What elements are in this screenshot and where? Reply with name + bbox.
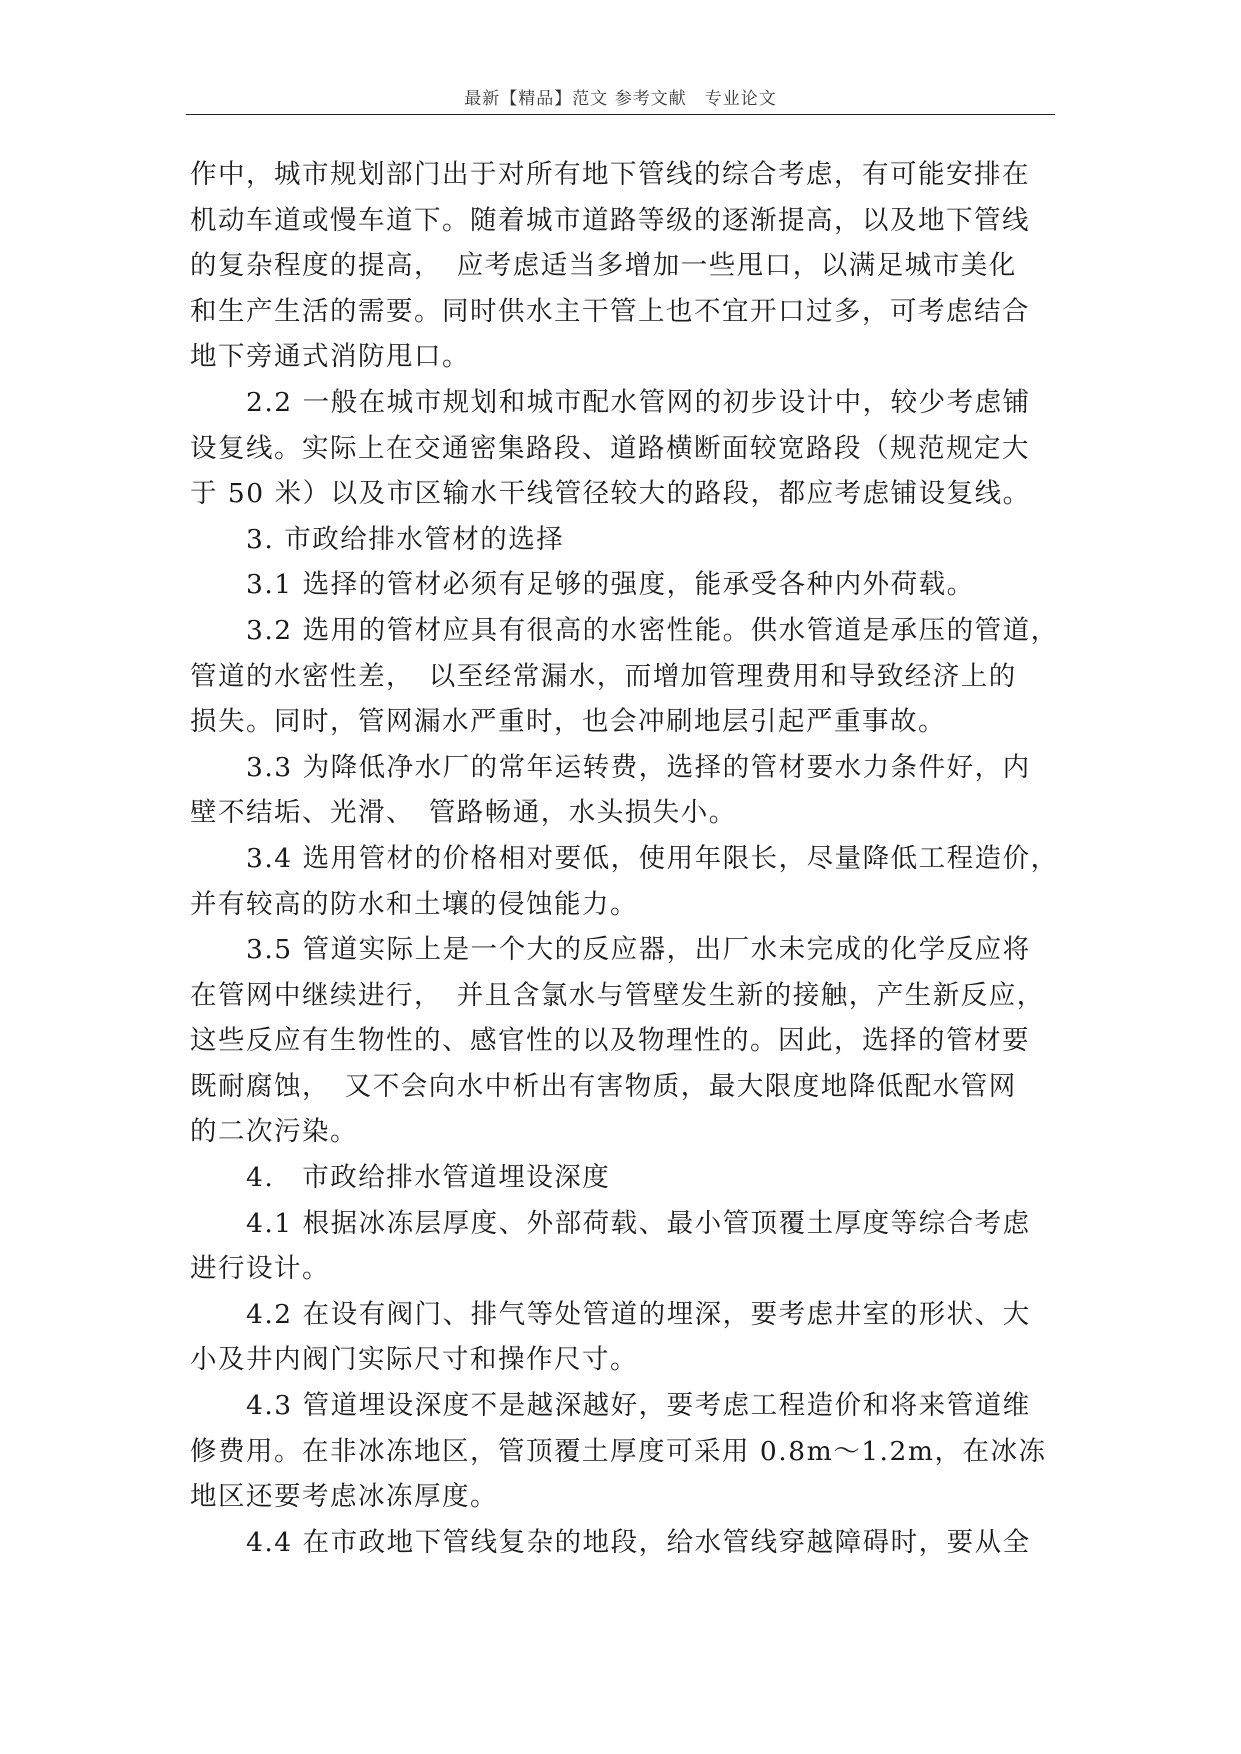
text-line: 进行设计。: [190, 1253, 330, 1285]
text-line: 于 50 米）以及市区输水干线管径较大的路段，都应考虑铺设复线。: [190, 478, 1031, 510]
text-line: 损失。同时，管网漏水严重时，也会冲刷地层引起严重事故。: [190, 706, 946, 738]
text-line: 4.4 在市政地下管线复杂的地段，给水管线穿越障碍时，要从全: [246, 1526, 1031, 1558]
text-line: 4.2 在设有阀门、排气等处管道的埋深，要考虑井室的形状、大: [246, 1298, 1031, 1330]
text-line: 3.3 为降低净水厂的常年运转费，选择的管材要水力条件好，内: [246, 751, 1031, 783]
text-line: 地下旁通式消防甩口。: [190, 341, 470, 373]
text-line: 3.5 管道实际上是一个大的反应器，出厂水未完成的化学反应将: [246, 934, 1031, 966]
text-line: 2.2 一般在城市规划和城市配水管网的初步设计中，较少考虑铺: [246, 386, 1031, 418]
text-line: 并有较高的防水和土壤的侵蚀能力。: [190, 888, 638, 920]
text-line: 的复杂程度的提高， 应考虑适当多增加一些甩口，以满足城市美化: [190, 250, 1017, 282]
text-line: 管道的水密性差， 以至经常漏水，而增加管理费用和导致经济上的: [190, 660, 1017, 692]
page-header: 最新【精品】范文 参考文献 专业论文: [464, 89, 777, 109]
header-divider: [186, 114, 1055, 115]
text-line: 的二次污染。: [190, 1116, 358, 1148]
text-line: 作中，城市规划部门出于对所有地下管线的综合考虑，有可能安排在: [190, 159, 1030, 190]
text-line: 4.1 根据冰冻层厚度、外部荷载、最小管顶覆土厚度等综合考虑: [246, 1207, 1031, 1239]
text-line: 机动车道或慢车道下。随着城市道路等级的逐渐提高，以及地下管线: [190, 204, 1030, 236]
section-heading: 4. 市政给排水管道埋设深度: [246, 1162, 611, 1194]
text-line: 修费用。在非冰冻地区，管顶覆土厚度可采用 0.8m～1.2m，在冰冻: [190, 1435, 1047, 1467]
section-heading: 3. 市政给排水管材的选择: [246, 523, 565, 555]
text-line: 在管网中继续进行， 并且含氯水与管壁发生新的接触，产生新反应，: [190, 979, 1045, 1011]
text-line: 既耐腐蚀， 又不会向水中析出有害物质，最大限度地降低配水管网: [190, 1070, 1017, 1102]
text-line: 4.3 管道埋设深度不是越深越好，要考虑工程造价和将来管道维: [246, 1390, 1031, 1422]
text-line: 壁不结垢、光滑、 管路畅通，水头损失小。: [190, 797, 737, 829]
text-line: 小及井内阀门实际尺寸和操作尺寸。: [190, 1344, 638, 1376]
text-line: 地区还要考虑冰冻厚度。: [190, 1481, 498, 1513]
document-body: [190, 152, 1070, 1565]
text-line: 和生产生活的需要。同时供水主干管上也不宜开口过多，可考虑结合: [190, 295, 1030, 327]
text-line: 3.1 选择的管材必须有足够的强度，能承受各种内外荷载。: [246, 569, 975, 601]
text-line: 3.2 选用的管材应具有很高的水密性能。供水管道是承压的管道，: [246, 614, 1059, 646]
text-line: 3.4 选用管材的价格相对要低，使用年限长，尽量降低工程造价，: [246, 842, 1059, 874]
text-line: 设复线。实际上在交通密集路段、道路横断面较宽路段（规范规定大: [190, 432, 1030, 464]
text-line: 这些反应有生物性的、感官性的以及物理性的。因此，选择的管材要: [190, 1025, 1030, 1057]
